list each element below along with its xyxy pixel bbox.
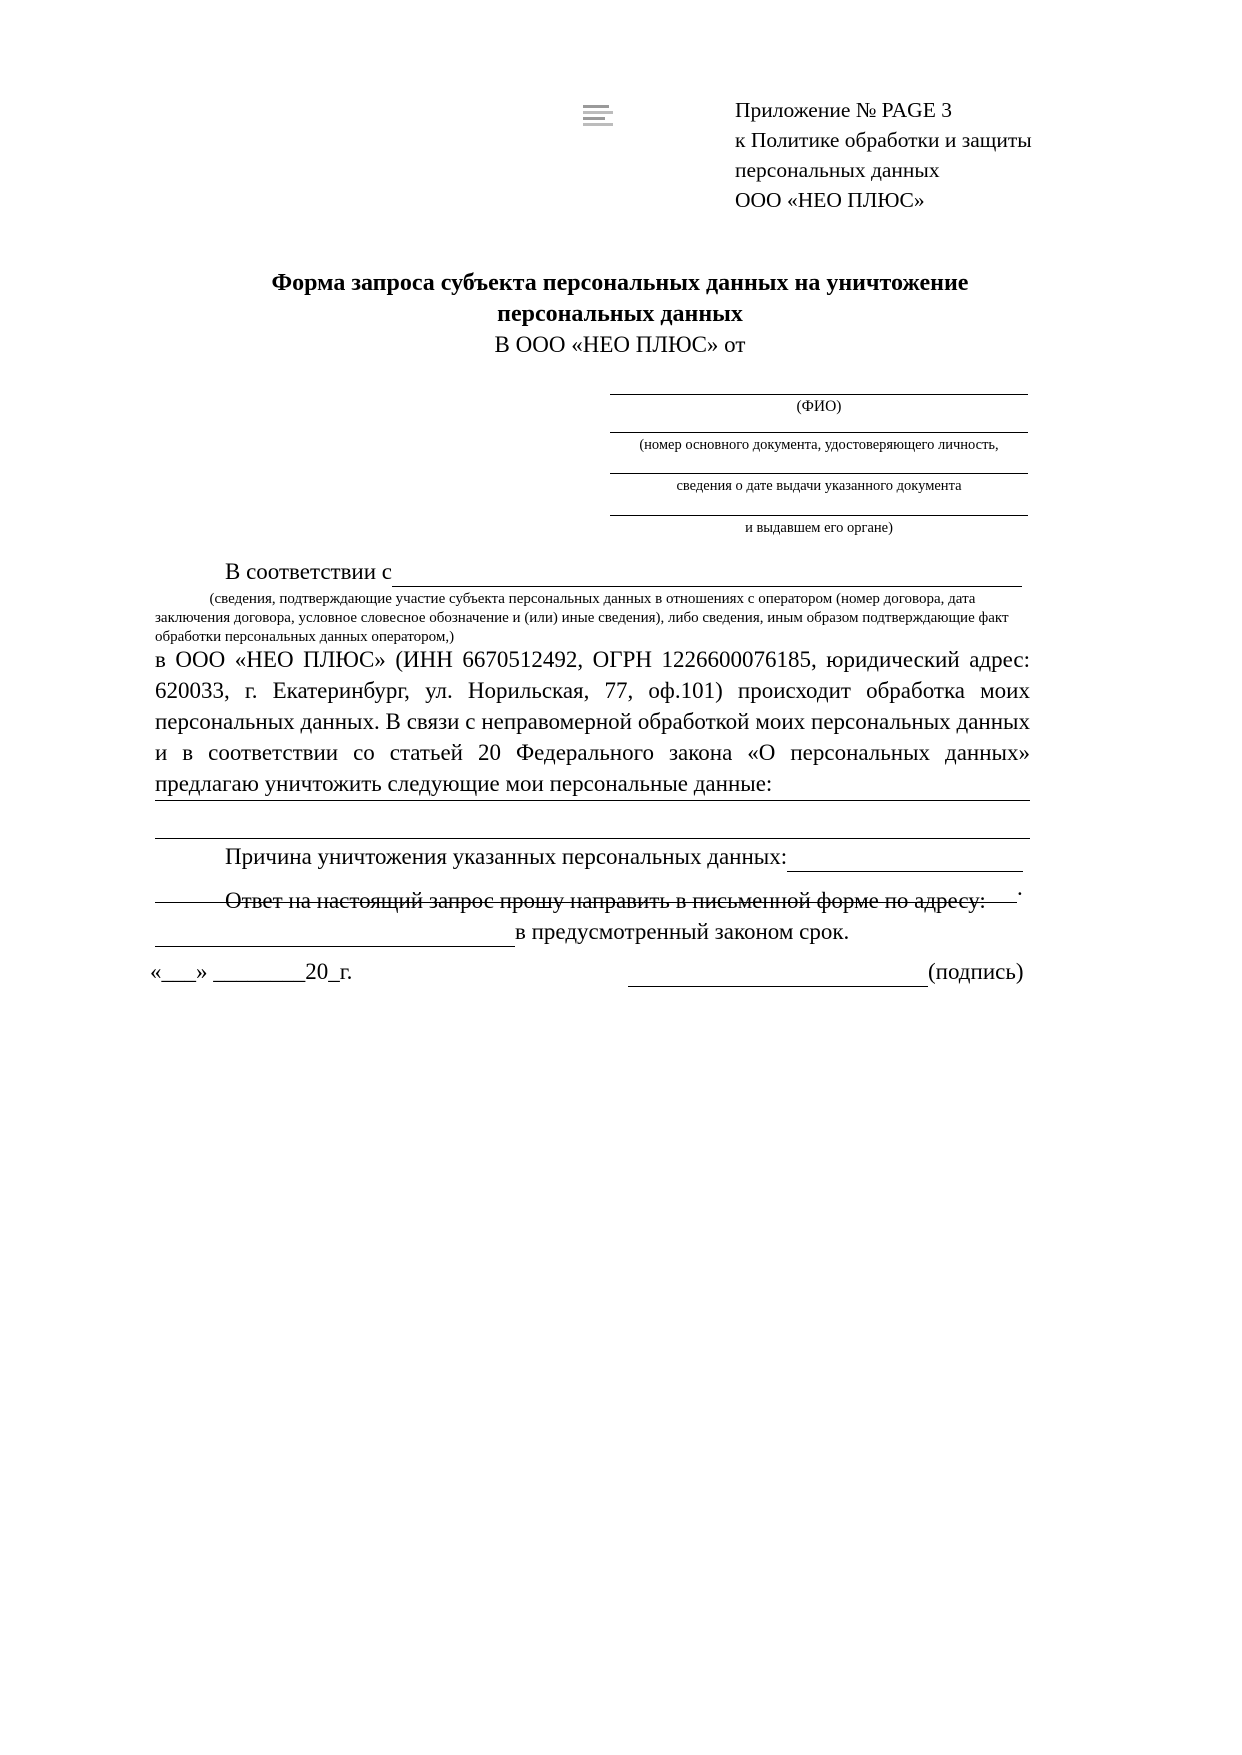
header-text-block [735,95,1155,215]
document-date-input-line[interactable] [610,447,1028,474]
in-accordance-input-line[interactable] [392,562,1022,587]
answer-address-row [155,916,1030,947]
note-line-1: (сведения, подтверждающие участие субъекта персональных данных в отношениях с оператором (номер договора, дата [209,591,976,607]
page-title-line-2: персональных данных [497,301,743,327]
reason-row [225,841,1030,872]
header-line-4: ООО «НЕО ПЛЮС» [735,188,925,212]
document-number-input-line[interactable] [610,406,1028,433]
header-line-3: персональных данных [735,158,940,182]
answer-tail: в предусмотренный законом срок. [515,919,850,944]
page-title [155,268,1085,330]
answer-label-row [225,885,1030,916]
in-accordance-row [225,556,1030,587]
addressee-text: В ООО «НЕО ПЛЮС» от [494,332,746,357]
header-mark-icon [583,105,617,127]
explanatory-note [155,590,1030,647]
signature-caption: (подпись) [928,959,1024,984]
page-title-line-1: Форма запроса субъекта персональных данных на уничтожение [271,270,969,296]
reason-label: Причина уничтожения указанных персональных данных: [225,844,788,869]
answer-label: Ответ на настоящий запрос прошу направить в письменной форме по адресу: [225,888,986,913]
document-issuer-field-group[interactable] [610,489,1028,538]
answer-address-input-line[interactable] [155,922,515,947]
note-line-2: заключения договора, условное словесное обозначение и (или) иные сведения), либо сведения, иным образом подтверждающие факт [155,610,1009,626]
reason-tail: . [1017,875,1023,900]
signature-input-line[interactable] [628,962,928,987]
document-issuer-input-line[interactable] [610,489,1028,516]
document-issuer-caption: и выдавшем его органе) [745,520,893,536]
document-date-caption: сведения о дате выдачи указанного документа [676,478,962,494]
main-paragraph: в ООО «НЕО ПЛЮС» (ИНН 6670512492, ОГРН 1226600076185, юридический адрес: 620033, г. Екатеринбург, ул. Норильская, 77, оф.101) происходит обработка моих персональных данных. В связи с неправомерной обработкой моих персональных данных и в соответствии со статьей 20 Федерального закона «О персональных данных» предлагаю уничтожить следующие мои персональные данные: [155,647,1030,796]
date-field[interactable]: «___» ________20_г. [150,959,353,984]
personal-data-input-line-1[interactable] [155,800,1030,801]
document-number-caption: (номер основного документа, удостоверяющего личность, [639,437,999,453]
fio-input-line[interactable] [610,368,1028,395]
reason-input-line-1[interactable] [787,847,1023,872]
note-line-3: обработки персональных данных оператором,) [155,629,455,645]
personal-data-input-line-2[interactable] [155,838,1030,839]
in-accordance-label: В соответствии с [225,559,393,584]
header-line-2: к Политике обработки и защиты [735,128,1032,152]
signature-row [628,956,1048,987]
fio-caption: (ФИО) [796,398,842,415]
header-line-1: Приложение № PAGE 3 [735,98,952,122]
